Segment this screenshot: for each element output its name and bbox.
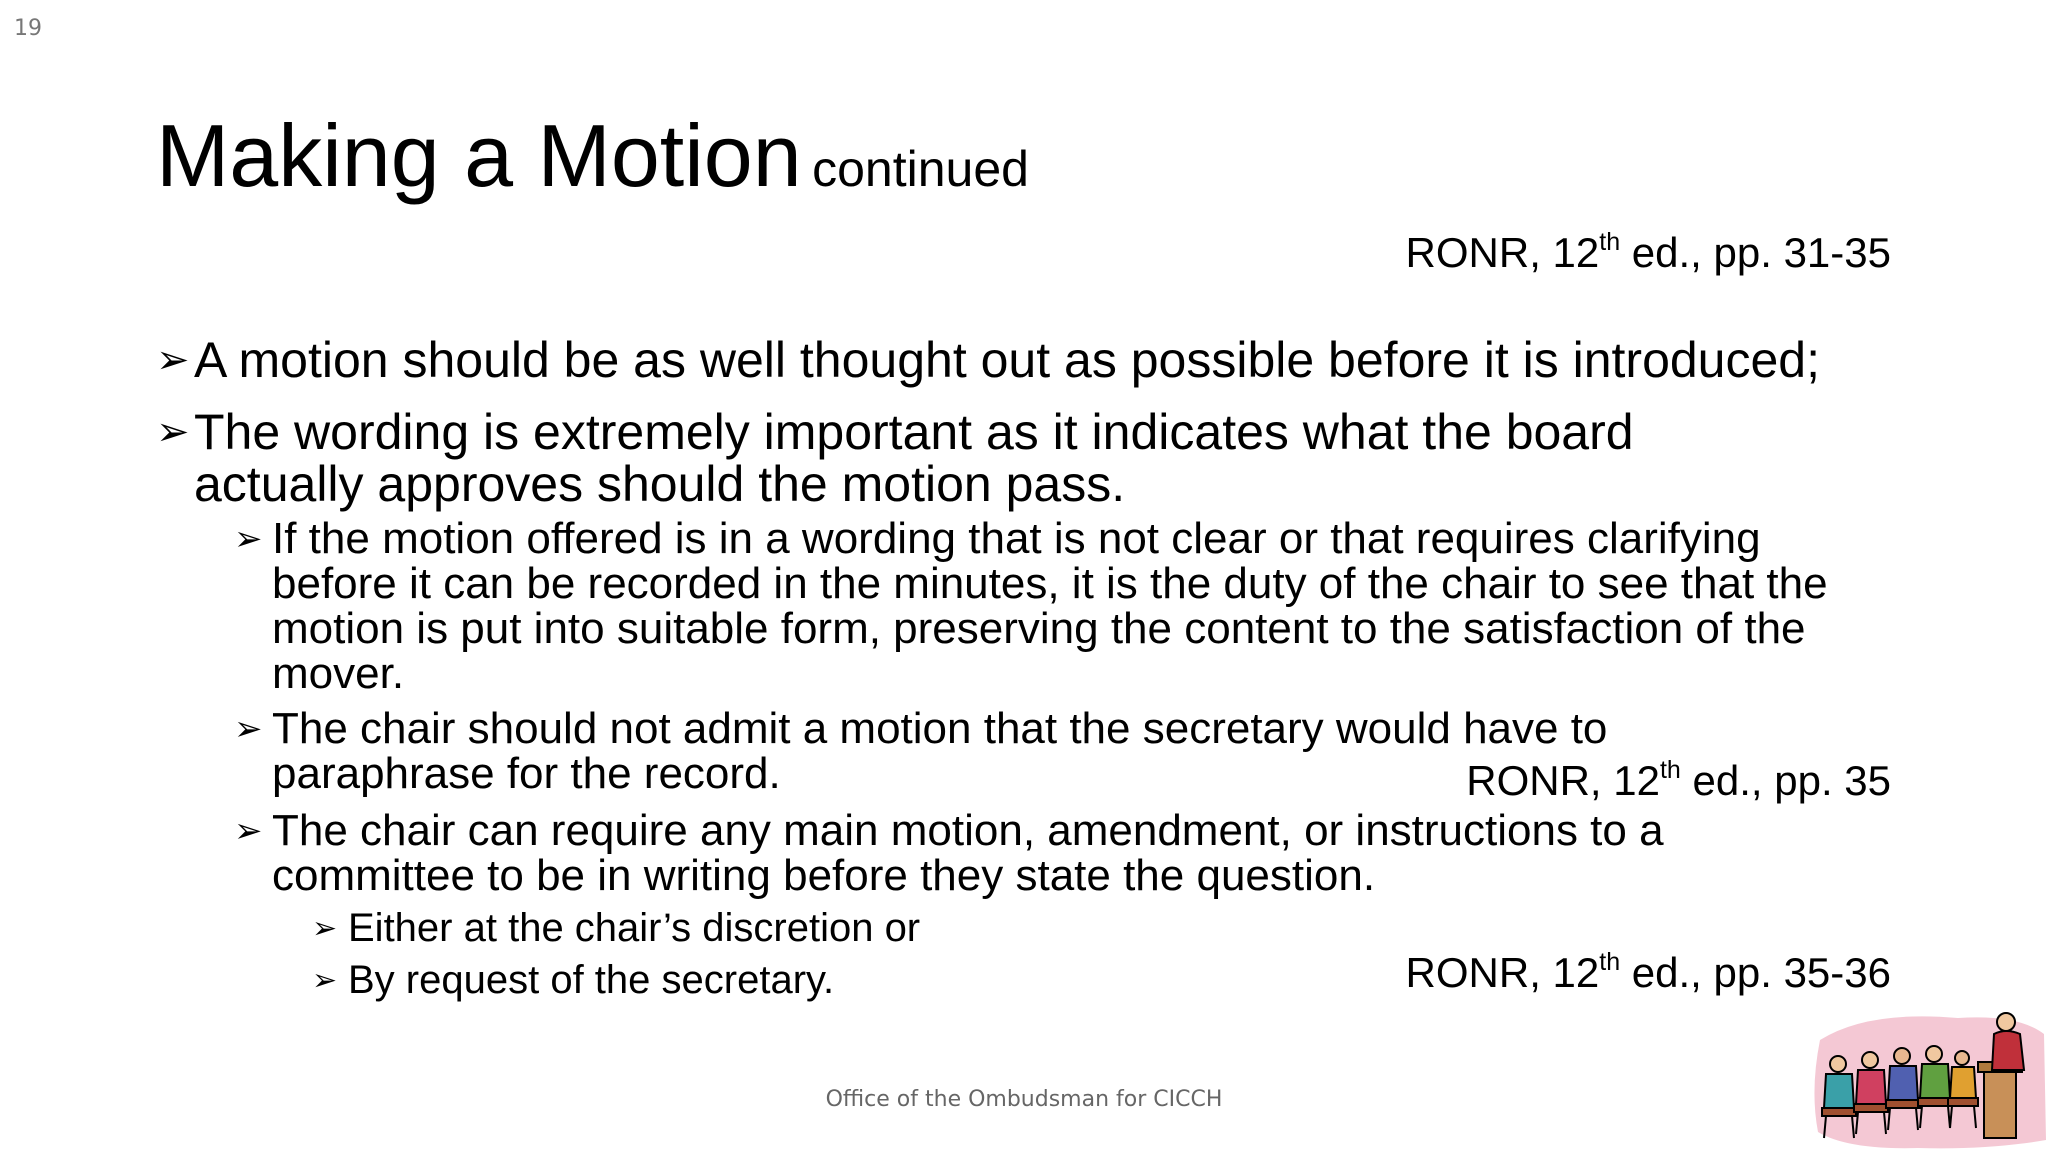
ref-suffix: ed., pp. 35-36 xyxy=(1620,949,1891,996)
slide-footer: Office of the Ombudsman for CICCH xyxy=(825,1087,1223,1112)
ref-sup: th xyxy=(1599,948,1621,976)
arrow-bullet-icon: ➢ xyxy=(312,911,338,946)
bullet-item xyxy=(234,516,1874,696)
reference-pp-35-36 xyxy=(1406,950,1891,994)
ref-prefix: RONR, 12 xyxy=(1405,229,1600,276)
title-sub: continued xyxy=(812,141,1029,197)
ref-suffix: ed., pp. 31-35 xyxy=(1620,229,1891,276)
bullet-item xyxy=(156,334,1876,386)
bullet-item xyxy=(312,906,1312,950)
bullet-item xyxy=(234,808,1874,898)
meeting-clipart-icon xyxy=(1808,1000,2048,1152)
arrow-bullet-icon: ➢ xyxy=(156,337,190,383)
bullet-item xyxy=(312,958,1312,1002)
bullet-text: The chair should not admit a motion that the secretary would have to paraphrase for the record. xyxy=(272,704,1608,798)
bullet-text: A motion should be as well thought out as possible before it is introduced; xyxy=(194,332,1821,388)
bullet-text: If the motion offered is in a wording that is not clear or that requires clarifying before it can be recorded in the minutes, it is the duty of the chair to see that the motion is put into suitable form, preserving the content to the satisfaction of the mover. xyxy=(272,514,1828,698)
bullet-text: Either at the chair’s discretion or xyxy=(348,906,921,950)
bullet-text: By request of the secretary. xyxy=(348,958,835,1002)
bullet-text: The wording is extremely important as it indicates what the board actually approves should the motion pass. xyxy=(194,404,1634,512)
slide-number: 19 xyxy=(14,16,42,41)
ref-sup: th xyxy=(1659,756,1681,784)
arrow-bullet-icon: ➢ xyxy=(156,409,190,455)
ref-suffix: ed., pp. 35 xyxy=(1680,757,1891,804)
reference-pp-35 xyxy=(1466,758,1891,802)
title-main: Making a Motion xyxy=(156,106,802,205)
bullet-item xyxy=(156,406,1876,510)
ref-sup: th xyxy=(1599,228,1621,256)
arrow-bullet-icon: ➢ xyxy=(234,519,263,559)
arrow-bullet-icon: ➢ xyxy=(312,963,338,998)
reference-pp-31-35 xyxy=(1406,230,1891,274)
ref-prefix: RONR, 12 xyxy=(1466,757,1660,804)
ref-prefix: RONR, 12 xyxy=(1405,949,1600,996)
slide-title xyxy=(156,106,1029,205)
arrow-bullet-icon: ➢ xyxy=(234,811,263,851)
arrow-bullet-icon: ➢ xyxy=(234,709,263,749)
bullet-text: The chair can require any main motion, amendment, or instructions to a committee to be in writing before they state the question. xyxy=(272,806,1664,900)
